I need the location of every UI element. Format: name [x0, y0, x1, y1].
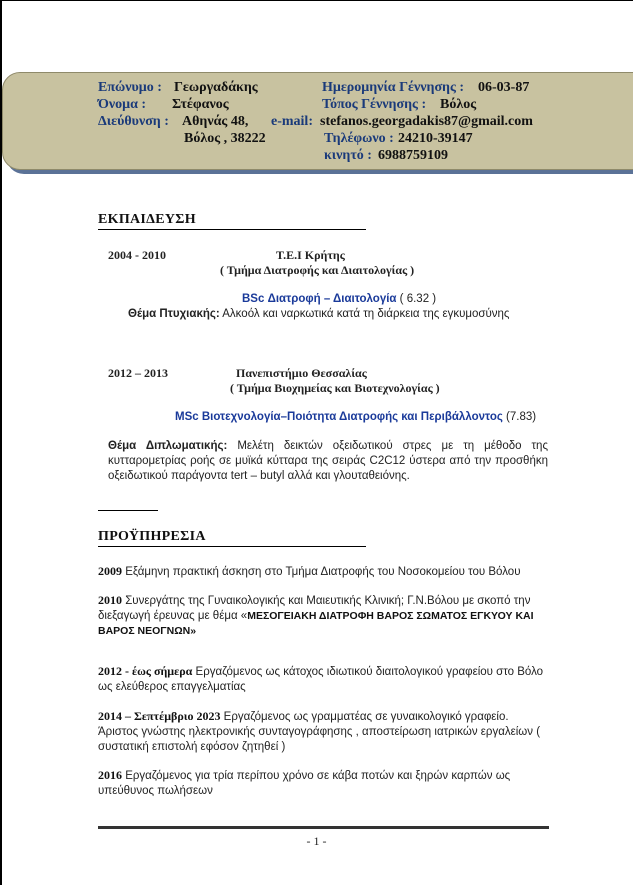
experience-text: Εργαζόμενος για τρία περίπου χρόνο σε κάβα ποτών και ξηρών καρπών ως υπεύθυνος πωλήσεων	[98, 770, 511, 797]
edu2-institution: Πανεπιστήμιο Θεσσαλίας	[236, 366, 367, 380]
edu2-thesis-paragraph	[108, 439, 548, 484]
edu2-thesis-label: Θέμα Διπλωματικής:	[108, 440, 228, 452]
experience-item	[98, 768, 548, 799]
education-rule	[98, 229, 366, 230]
edu2-department: ( Τμήμα Βιοχημείας και Βιοτεχνολογίας )	[230, 381, 440, 395]
edu1-thesis-line	[128, 307, 509, 322]
edu1-degree: BSc Διατροφή – Διαιτολογία	[242, 293, 397, 305]
mobile-value: 6988759109	[378, 148, 448, 163]
edu1-degree-line	[242, 292, 436, 307]
edu1-years: 2004 - 2010	[108, 248, 166, 262]
phone-label: Τηλέφωνο :	[324, 131, 394, 146]
name-label: Όνομα :	[98, 97, 147, 112]
name-value: Στέφανος	[172, 97, 229, 112]
experience-rule	[98, 546, 366, 547]
birthplace-value: Βόλος	[440, 97, 477, 112]
email-value: stefanos.georgadakis87@gmail.com	[320, 114, 533, 129]
edu2-degree-line	[175, 410, 536, 425]
page-border-top	[0, 0, 633, 1]
birthplace-label: Τόπος Γέννησης :	[322, 97, 427, 112]
experience-research-title: ΜΕΣΟΓΕΙΑΚΗ ΔΙΑΤΡΟΦΗ ΒΑΡΟΣ ΣΩΜΑΤΟΣ ΕΓΚΥΟΥ ΚΑΙ ΒΑΡΟΣ ΝΕΟΓΝΩΝ»	[98, 610, 534, 637]
experience-item	[98, 709, 548, 755]
experience-text: Εργαζόμενος ως κάτοχος ιδιωτικού διαιτολογικού γραφείου στο Βόλο ως ελεύθερος επαγγελματίας	[98, 666, 544, 693]
personal-info-header	[2, 72, 633, 170]
address-line2: Βόλος , 38222	[184, 131, 266, 146]
experience-text: Συνεργάτης της Γυναικολογικής και Μαιευτικής Κλινική; Γ.Ν.Βόλου με σκοπό την διεξαγωγή έρευνας με θέμα «	[98, 595, 531, 622]
experience-text: Εργαζόμενος ως γραμματέας σε γυναικολογικό γραφείο. Άριστος γνώστης ηλεκτρονικής συνταγογράφησης , αποστείρωση ιατρικών εργαλείων ( συστατική επιστολή εφόσον ζητηθεί )	[98, 711, 541, 753]
surname-label: Επώνυμο :	[98, 80, 162, 95]
edu1-grade: ( 6.32 )	[396, 293, 437, 305]
birthdate-value: 06-03-87	[478, 80, 530, 95]
edu2-thesis: Μελέτη δεικτών οξειδωτικού στρες με τη μέθοδο της κυτταρομετρίας ροής σε μυϊκά κύτταρα της σειράς C2C12 ύστερα από την προσθήκη οξειδωτικού παράγοντα tert – butyl αλλά και γλουταθειόνης.	[108, 440, 548, 482]
experience-year: 2016	[98, 768, 122, 782]
experience-title: ΠΡΟΫΠΗΡΕΣΙΑ	[98, 529, 206, 544]
page-number: - 1 -	[306, 834, 327, 848]
experience-item	[98, 593, 548, 639]
email-label: e-mail:	[271, 114, 313, 129]
experience-year: 2012 - έως σήμερα	[98, 664, 193, 678]
education-title: ΕΚΠΑΙΔΕΥΣΗ	[98, 212, 196, 227]
phone-value: 24210-39147	[398, 131, 473, 146]
experience-item	[98, 664, 548, 695]
experience-item	[98, 564, 548, 580]
experience-year: 2014 – Σεπτέμβριο 2023	[98, 709, 221, 723]
address-label: Διεύθυνση :	[98, 114, 169, 129]
experience-year: 2010	[98, 593, 122, 607]
edu2-degree: MSc Βιοτεχνολογία–Ποιότητα Διατροφής και Περιβάλλοντος	[175, 411, 503, 423]
address-line1: Αθηνάς 48,	[182, 114, 249, 129]
footer-rule	[98, 826, 549, 829]
edu1-thesis-label: Θέμα Πτυχιακής:	[128, 308, 220, 320]
experience-year: 2009	[98, 564, 122, 578]
section-separator	[98, 510, 158, 511]
edu1-institution: Τ.Ε.Ι Κρήτης	[276, 248, 345, 262]
edu2-grade: (7.83)	[502, 411, 537, 423]
experience-text: Εξάμηνη πρακτική άσκηση στο Τμήμα Διατροφής του Νοσοκομείου του Βόλου	[122, 566, 521, 578]
mobile-label: κινητό :	[324, 148, 372, 163]
surname-value: Γεωργαδάκης	[174, 80, 258, 95]
edu1-department: ( Τμήμα Διατροφής και Διαιτολογίας )	[220, 263, 415, 277]
edu1-thesis: Αλκοόλ και ναρκωτικά κατά τη διάρκεια της εγκυμοσύνης	[219, 308, 510, 320]
edu2-years: 2012 – 2013	[108, 366, 168, 380]
birthdate-label: Ημερομηνία Γέννησης :	[322, 80, 465, 95]
